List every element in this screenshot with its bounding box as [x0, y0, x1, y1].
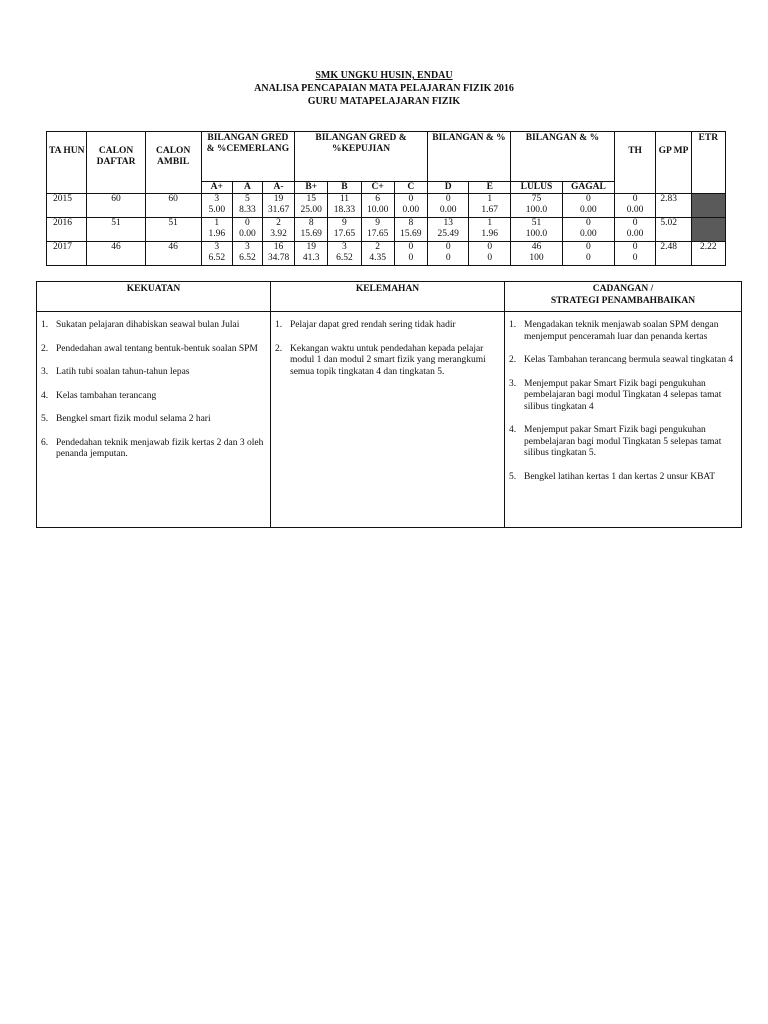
grade-percent: 6.52: [336, 252, 353, 263]
grade-cell: [562, 194, 614, 218]
calon-ambil-cell: 51: [145, 218, 201, 242]
th-cell: [614, 242, 656, 266]
grade-cell: [295, 242, 328, 266]
list-item: [509, 425, 737, 460]
etr-cell: [691, 194, 725, 218]
grade-percent: 17.65: [366, 228, 389, 239]
grade-cell: [394, 218, 427, 242]
results-header-row: [47, 132, 726, 182]
grade-count: 19: [273, 194, 284, 204]
grade-count: 8: [408, 218, 414, 228]
item-text: Pelajar dapat gred rendah sering tidak hadir: [290, 320, 456, 330]
document-subtitle: GURU MATAPELAJARAN FIZIK: [307, 96, 461, 107]
item-text: Menjemput pakar Smart Fizik bagi pengukuhan pembelajaran bagi modul Tingkatan 5 selepas tamat silibus tingkatan 5.: [524, 425, 722, 458]
list-item: [41, 391, 266, 403]
grade-percent: 1.96: [481, 228, 499, 239]
analysis-body-row: [37, 312, 742, 528]
grade-cell: [562, 242, 614, 266]
grade-count: 3: [214, 194, 220, 204]
grade-cell: [232, 194, 262, 218]
kelemahan-cell: [271, 312, 505, 528]
school-name: SMK UNGKU HUSIN, ENDAU: [315, 70, 453, 81]
grade-count: 0: [245, 218, 250, 228]
grade-cell: [201, 218, 232, 242]
grade-header: C+: [361, 182, 394, 194]
header-bilangan-1: BILANGAN & %: [427, 132, 510, 182]
grade-count: 5: [245, 194, 250, 204]
grade-cell: [361, 242, 394, 266]
header-tahun: TA HUN: [47, 132, 87, 194]
grade-percent: 31.67: [267, 204, 290, 215]
grade-count: 0: [445, 242, 451, 252]
list-item: [41, 367, 266, 379]
grade-cell: [394, 242, 427, 266]
grade-count: 0: [445, 194, 451, 204]
grade-cell: [201, 242, 232, 266]
kekuatan-title: KEKUATAN: [37, 282, 271, 312]
grade-cell: [262, 242, 294, 266]
grade-count: 15: [306, 194, 316, 204]
cadangan-cell: [505, 312, 742, 528]
grade-count: 2: [375, 242, 381, 252]
item-number: 1.: [509, 320, 517, 330]
grade-percent: 41.3: [302, 252, 320, 263]
header-cemerlang: BILANGAN GRED & %CEMERLANG: [201, 132, 294, 182]
item-number: 1.: [275, 320, 283, 330]
grade-percent: 6.52: [239, 252, 256, 263]
list-item: [41, 414, 266, 426]
grade-count: 0: [408, 242, 414, 252]
grade-percent: 10.00: [366, 204, 389, 215]
grade-percent: 34.78: [267, 252, 290, 263]
item-number: 6.: [41, 437, 49, 448]
item-number: 3.: [41, 367, 49, 377]
item-text: Menjemput pakar Smart Fizik bagi pengukuhan pembelajaran bagi modul Tingkatan 4 selepas tamat silibus tingkatan 4: [524, 378, 722, 412]
item-number: 2.: [41, 343, 49, 354]
list-item: [41, 344, 266, 356]
gpmp-cell: 5.02: [656, 218, 691, 242]
grade-count: 9: [342, 218, 347, 228]
grade-cell: [469, 218, 511, 242]
kekuatan-cell: [37, 312, 271, 528]
grade-count: 1: [214, 218, 220, 228]
grade-cell: [262, 194, 294, 218]
grade-percent: 5.00: [208, 204, 226, 215]
grade-cell: [328, 218, 361, 242]
grade-cell: [295, 194, 328, 218]
grade-count: 0: [487, 242, 493, 252]
item-text: Pendedahan awal tentang bentuk-bentuk soalan SPM: [56, 343, 258, 354]
th-cell: [614, 218, 656, 242]
kelemahan-list: [275, 320, 500, 378]
item-text: Bengkel smart fizik modul selama 2 hari: [56, 414, 211, 424]
grade-count: 75: [531, 194, 542, 204]
grade-count: 2: [276, 218, 281, 228]
analysis-header-row: [37, 282, 742, 312]
grade-count: 6: [375, 194, 381, 204]
grade-cell: [427, 242, 469, 266]
grade-header: GAGAL: [562, 182, 614, 194]
analysis-table: [36, 281, 742, 528]
item-text: Latih tubi soalan tahun-tahun lepas: [56, 367, 190, 377]
header-th: TH: [614, 132, 656, 194]
grade-cell: [469, 242, 511, 266]
item-text: Sukatan pelajaran dihabiskan seawal bulan Julai: [56, 320, 240, 330]
grade-cell: [295, 218, 328, 242]
grade-count: 3: [342, 242, 347, 252]
item-text: Kelas tambahan terancang: [56, 390, 157, 401]
grade-count: 0: [585, 242, 591, 252]
list-item: [41, 320, 266, 332]
grade-count: 8: [308, 218, 314, 228]
grade-cell: [361, 218, 394, 242]
item-number: 2.: [509, 355, 517, 365]
grade-count: 0: [585, 218, 591, 228]
cadangan-list: [509, 320, 737, 483]
grade-percent: 25.49: [437, 228, 459, 239]
cadangan-title-line2: STRATEGI PENAMBAHBAIKAN: [550, 295, 696, 306]
grade-count: 11: [339, 194, 349, 204]
grade-percent: 0.00: [580, 228, 597, 239]
header-bilangan-2: BILANGAN & %: [511, 132, 615, 182]
grade-cell: [328, 242, 361, 266]
grade-count: 19: [306, 242, 316, 252]
item-text: Bengkel latihan kertas 1 dan kertas 2 unsur KBAT: [524, 471, 716, 482]
grade-cell: [232, 242, 262, 266]
grade-percent: 0.00: [402, 204, 420, 215]
grade-percent: 8.33: [239, 204, 256, 215]
grade-percent: 100.0: [525, 228, 548, 239]
kelemahan-title: KELEMAHAN: [271, 282, 505, 312]
grade-header: A: [232, 182, 262, 194]
document-title: ANALISA PENCAPAIAN MATA PELAJARAN FIZIK 2016: [254, 83, 514, 94]
grade-cell: [262, 218, 294, 242]
etr-cell: 2.22: [691, 242, 725, 266]
item-number: 3.: [509, 378, 517, 389]
grade-header: B+: [295, 182, 328, 194]
grade-count: 0: [408, 194, 414, 204]
th-count: 0: [632, 242, 638, 252]
item-text: Pendedahan teknik menjawab fizik kertas 2 dan 3 oleh penanda jemputan.: [56, 437, 264, 459]
grade-cell: [232, 218, 262, 242]
grade-header: D: [427, 182, 469, 194]
list-item: [41, 438, 266, 461]
grade-cell: [511, 218, 563, 242]
grade-header: C: [394, 182, 427, 194]
grade-percent: 1.67: [481, 204, 499, 215]
grade-cell: [361, 194, 394, 218]
calon-daftar-cell: 46: [87, 242, 145, 266]
item-number: 5.: [509, 471, 517, 482]
grade-cell: [201, 194, 232, 218]
th-count: 0: [632, 218, 638, 228]
header-etr: ETR: [691, 132, 725, 194]
calon-daftar-cell: 51: [87, 218, 145, 242]
grade-percent: 25.00: [300, 204, 322, 215]
grade-percent: 0.00: [239, 228, 256, 239]
grade-count: 0: [585, 194, 591, 204]
etr-cell: [691, 218, 725, 242]
calon-daftar-cell: 60: [87, 194, 145, 218]
grade-cell: [394, 194, 427, 218]
grade-cell: [511, 242, 563, 266]
grade-count: 3: [214, 242, 220, 252]
year-cell: 2017: [47, 242, 87, 266]
grade-percent: 0: [585, 252, 591, 263]
grade-percent: 4.35: [369, 252, 386, 263]
table-row: [47, 194, 726, 218]
grade-percent: 17.65: [333, 228, 356, 239]
grade-cell: [328, 194, 361, 218]
grade-header: B: [328, 182, 361, 194]
grade-percent: 15.69: [300, 228, 322, 239]
grade-header: A+: [201, 182, 232, 194]
grade-cell: [469, 194, 511, 218]
grade-header: LULUS: [511, 182, 563, 194]
grade-percent: 0.00: [439, 204, 457, 215]
table-row: [47, 218, 726, 242]
item-number: 2.: [275, 343, 283, 354]
grade-percent: 0.00: [580, 204, 597, 215]
grade-percent: 1.96: [208, 228, 226, 239]
year-cell: 2016: [47, 218, 87, 242]
gpmp-cell: 2.48: [656, 242, 691, 266]
year-cell: 2015: [47, 194, 87, 218]
th-percent: 0.00: [626, 204, 644, 215]
calon-ambil-cell: 60: [145, 194, 201, 218]
header-calon-daftar: CALON DAFTAR: [87, 132, 145, 194]
grade-count: 3: [245, 242, 250, 252]
grade-count: 9: [375, 218, 381, 228]
grade-percent: 0: [408, 252, 414, 263]
header-kepujian: BILANGAN GRED & %KEPUJIAN: [295, 132, 428, 182]
grade-header: E: [469, 182, 511, 194]
header-gpmp: GP MP: [656, 132, 691, 194]
item-number: 4.: [41, 390, 49, 401]
th-percent: 0.00: [626, 228, 644, 239]
grade-percent: 0: [445, 252, 451, 263]
grade-count: 51: [531, 218, 542, 228]
grade-count: 13: [443, 218, 453, 228]
grade-percent: 18.33: [333, 204, 356, 215]
grade-count: 1: [487, 218, 493, 228]
grade-percent: 100: [529, 252, 544, 263]
th-cell: [614, 194, 656, 218]
grade-percent: 0: [487, 252, 493, 263]
results-table: [46, 131, 726, 266]
grade-count: 46: [531, 242, 542, 252]
item-text: Kekangan waktu untuk pendedahan kepada pelajar modul 1 dan modul 2 smart fizik yang merangkumi semua topik tingkatan 4 dan tingkatan 5.: [290, 343, 486, 377]
list-item: [509, 472, 737, 484]
item-number: 4.: [509, 425, 517, 435]
gpmp-cell: 2.83: [656, 194, 691, 218]
grade-percent: 100.0: [525, 204, 548, 215]
cadangan-title: [505, 282, 742, 312]
kekuatan-list: [41, 320, 266, 461]
grade-percent: 6.52: [208, 252, 226, 263]
grade-count: 1: [487, 194, 493, 204]
list-item: [275, 344, 500, 379]
grade-header: A-: [262, 182, 294, 194]
grade-cell: [562, 218, 614, 242]
item-text: Mengadakan teknik menjawab soalan SPM dengan menjemput penceramah luar dan penanda kertas: [524, 320, 719, 342]
document-header: [0, 69, 768, 108]
list-item: [275, 320, 500, 332]
cadangan-title-line1: CADANGAN /: [592, 284, 654, 294]
item-text: Kelas Tambahan terancang bermula seawal tingkatan 4: [524, 355, 734, 365]
grade-cell: [427, 218, 469, 242]
grade-percent: 3.92: [270, 228, 287, 239]
grade-cell: [511, 194, 563, 218]
table-row: [47, 242, 726, 266]
grade-cell: [427, 194, 469, 218]
item-number: 5.: [41, 414, 49, 424]
grade-count: 16: [273, 242, 284, 252]
list-item: [509, 355, 737, 367]
item-number: 1.: [41, 320, 49, 330]
th-percent: 0: [632, 252, 638, 263]
list-item: [509, 379, 737, 414]
list-item: [509, 320, 737, 343]
grade-percent: 15.69: [400, 228, 422, 239]
calon-ambil-cell: 46: [145, 242, 201, 266]
header-calon-ambil: CALON AMBIL: [145, 132, 201, 194]
th-count: 0: [632, 194, 638, 204]
